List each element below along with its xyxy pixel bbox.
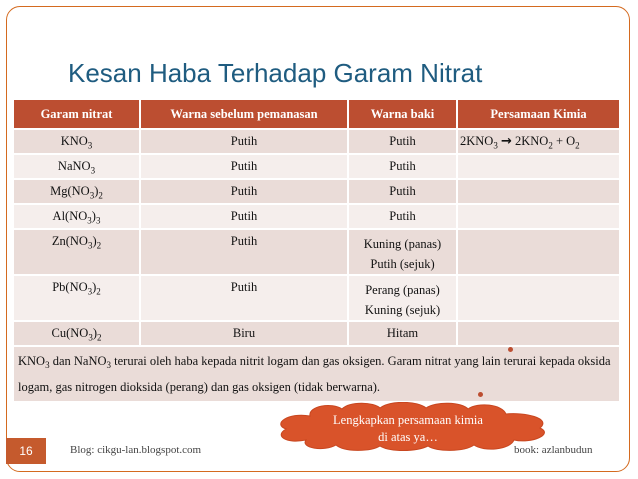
equation-cell bbox=[457, 179, 620, 204]
equation-cell bbox=[457, 154, 620, 179]
salt-cell: $Pb(NO_3)_2$ bbox=[13, 275, 140, 321]
salt-cell: $Mg(NO_3)_2$ bbox=[13, 179, 140, 204]
table-row bbox=[13, 179, 620, 204]
residue-cell: Kuning (panas) Putih (sejuk) bbox=[348, 229, 457, 275]
note-row bbox=[13, 346, 620, 402]
header-before: Warna sebelum pemanasan bbox=[140, 99, 348, 129]
before-cell: Putih bbox=[140, 229, 348, 275]
table-row bbox=[13, 229, 620, 275]
nitrate-table bbox=[12, 98, 621, 403]
residue-cell: Putih bbox=[348, 129, 457, 154]
before-cell: Putih bbox=[140, 129, 348, 154]
salt-cell: $Cu(NO_3)_2$ bbox=[13, 321, 140, 346]
callout-text: Lengkapkan persamaan kimia di atas ya… bbox=[333, 413, 483, 444]
table-row bbox=[13, 129, 620, 154]
residue-cell: Perang (panas) Kuning (sejuk) bbox=[348, 275, 457, 321]
equation-cell: $2KNO_3 \to 2KNO_2 + O_2$ bbox=[457, 129, 620, 154]
equation-cell bbox=[457, 275, 620, 321]
residue-cell: Putih bbox=[348, 179, 457, 204]
residue-cell: Putih bbox=[348, 204, 457, 229]
decor-dot bbox=[508, 347, 513, 352]
table-row bbox=[13, 204, 620, 229]
before-cell: Putih bbox=[140, 179, 348, 204]
table-header-row bbox=[13, 99, 620, 129]
table-row bbox=[13, 154, 620, 179]
residue-cell: Hitam bbox=[348, 321, 457, 346]
facebook-footer: book: azlanbudun bbox=[514, 444, 593, 456]
equation-cell bbox=[457, 321, 620, 346]
table-row bbox=[13, 275, 620, 321]
residue-cell: Putih bbox=[348, 154, 457, 179]
before-cell: Biru bbox=[140, 321, 348, 346]
header-residue: Warna baki bbox=[348, 99, 457, 129]
page-number: 16 bbox=[6, 438, 46, 464]
before-cell: Putih bbox=[140, 275, 348, 321]
equation-cell bbox=[457, 229, 620, 275]
equation-cell bbox=[457, 204, 620, 229]
arrow-icon: → bbox=[500, 134, 512, 149]
before-cell: Putih bbox=[140, 204, 348, 229]
table-row bbox=[13, 321, 620, 346]
blog-footer: Blog: cikgu-lan.blogspot.com bbox=[70, 444, 202, 456]
salt-cell: NaNO$_3$ bbox=[13, 154, 140, 179]
slide-title: Kesan Haba Terhadap Garam Nitrat bbox=[68, 58, 483, 88]
header-salt: Garam nitrat bbox=[13, 99, 140, 129]
salt-cell: $Al(NO_3)_3$ bbox=[13, 204, 140, 229]
salt-cell: $KNO_3$ bbox=[13, 129, 140, 154]
header-equation: Persamaan Kimia bbox=[457, 99, 620, 129]
decor-dot bbox=[478, 392, 483, 397]
note-cell: $KNO_3$ dan NaNO$_3$ terurai oleh haba kepada nitrit logam dan gas oksigen. Garam nitrat yang lain terurai kepada oksida logam, gas nitrogen dioksida (perang) dan gas oksigen (tidak berwarna). bbox=[13, 346, 620, 402]
salt-cell: $Zn(NO_3)_2$ bbox=[13, 229, 140, 275]
before-cell: Putih bbox=[140, 154, 348, 179]
